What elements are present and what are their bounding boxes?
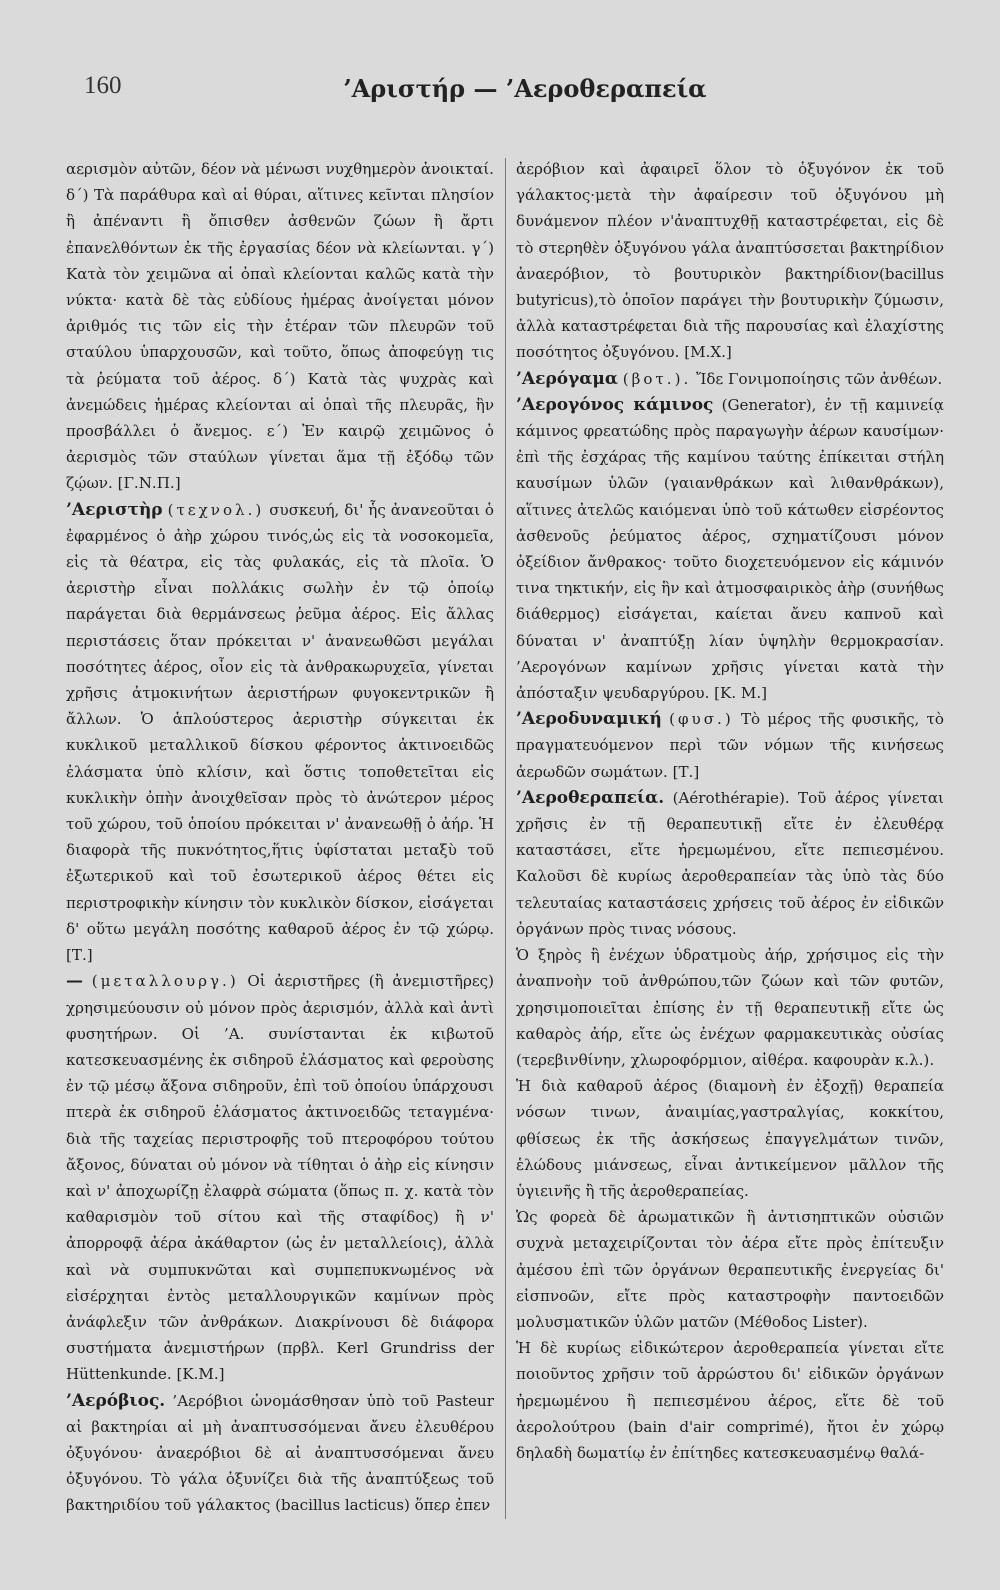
entry-text: (Generator), ἐν τῇ καμινείᾳ κάμινος φρεατώδης πρὸς παραγωγὴν ἀέρων καυσίμων· ἐπὶ τῆς ἐσχάρας τῆς καμίνου ταύτης ἐπίκειται στήλη καυσίμων ὑλῶν (γαιανθράκων καὶ λιθανθράκων), αἵτινες ἀτελῶς καιόμεναι ὑπὸ τοῦ κάτωθεν εἰσρέοντος ἀσθενοῦς ῥεύματος ἀέρος, σχηματίζουσι μόνον ὀξείδιον ἄνθρακος· τοῦτο διοχετευόμενον εἰς κάμινόν τινα τηκτικήν, εἰς ἣν καὶ ἀτμοσφαιρικὸς ἀὴρ (συνήθως διάθερμος) εἰσάγεται, καίεται ἄνευ καπνοῦ καὶ δύναται ν' ἀναπτύξῃ λίαν ὑψηλὴν θερμοκρασίαν. ’Αερογόνων καμίνων χρῆσις γίνεται κατὰ τὴν ἀπόσταξιν ψευδαργύρου. [Κ. Μ.] [516, 395, 944, 703]
entry-headword: ’Αερογόνος κάμινος [516, 394, 714, 415]
paragraph [516, 1335, 944, 1466]
page-header [66, 72, 944, 112]
dictionary-entry [66, 968, 494, 1387]
dictionary-entry [516, 785, 944, 942]
entry-field-abbr: (βοτ.). [622, 369, 692, 388]
entry-text: Τὸ μέρος τῆς φυσικῆς, τὸ πραγματευόμενον περὶ τῶν νόμων τῆς κινήσεως ἀερωδῶν σωμάτων. [Τ.] [516, 710, 944, 781]
paragraph [516, 1073, 944, 1204]
entry-text: ’Αερόβιοι ὠνομάσθησαν ὑπὸ τοῦ Pasteur αἱ βακτηρίαι αἱ μὴ ἀναπτυσσόμεναι ἄνευ ἐλευθέρου ὀξυγόνου· ἀναερόβιοι δὲ αἱ ἀναπτυσσόμεναι ἄνευ ὀξυγόνου. Τὸ γάλα ὀξυνίζει διὰ τῆς ἀναπτύξεως τοῦ βακτηριδίου τοῦ γάλακτος (bacillus lacticus) ὅπερ ἐπεν [66, 1391, 494, 1515]
entry-dash: — [66, 971, 83, 992]
entry-field-abbr: (φυσ.) [669, 710, 734, 729]
paragraph [516, 942, 944, 1073]
paragraph-text: αερισμὸν αὐτῶν, δέον νὰ μένωσι νυχθημερὸν ἀνοικταί. δ΄) Τὰ παράθυρα καὶ αἱ θύραι, αἵτινες κεῖνται πλησίον ἢ ἀπέναντι ἢ ὄπισθεν ἀσθενῶν ζώων ἢ ἄρτι ἐπανελθόντων ἐκ τῆς ἐργασίας δέον νὰ κλείωνται. γ΄) Κατὰ τὸν χειμῶνα αἱ ὀπαὶ κλείονται καλῶς κατὰ τὴν νύκτα· κατὰ δὲ τὰς εὐδίους ἡμέρας ἀνοίγεται μόνον ἀριθμός τις τῶν εἰς τὴν ἑτέραν τῶν πλευρῶν τοῦ σταύλου ὑπαρχουσῶν, καὶ τοῦτο, ὅπως ἀποφεύγῃ τις τὰ ῥεύματα τοῦ ἀέρος. δ΄) Κατὰ τὰς ψυχρὰς καὶ ἀνεμώδεις ἡμέρας κλείονται αἱ ὀπαὶ τῆς πλευρᾶς, ἣν προσβάλλει ὁ ἄνεμος. ε΄) Ἐν καιρῷ χειμῶνος ὁ ἀερισμὸς τῶν σταύλων γίνεται ἅμα τῇ ἐξόδῳ τῶν ζῴων. [Γ.Ν.Π.] [66, 160, 494, 493]
entry-text: συσκευή, δι' ἧς ἀνανεοῦται ὁ ἐφαρμένος ὁ ἀὴρ χώρου τινός,ὡς εἰς τὰ νοσοκομεῖα, εἰς τὰ θέατρα, εἰς τὰς φυλακάς, εἰς τὰ πλοῖα. Ὁ ἀεριστὴρ εἶναι πολλάκις σωλὴν ἐν τῷ ὁποίῳ παράγεται διὰ θερμάνσεως ῥεῦμα ἀέρος. Εἰς ἄλλας περιστάσεις ὅταν πρόκειται ν' ἀνανεωθῶσι μεγάλαι ποσότητες ἀέρος, οἷον εἰς τὰ ἀνθρακωρυχεῖα, γίνεται χρῆσις ἀτμοκινήτων ἀεριστήρων φυγοκεντρικῶν ἢ ἄλλων. Ὁ ἁπλούστερος ἀεριστὴρ σύγκειται ἐκ κυκλικοῦ μεταλλικοῦ δίσκου φέροντος ἀκτινοειδῶς ἐλάσματα ὑπὸ κλίσιν, καὶ ὅστις τοποθετεῖται εἰς κυκλικὴν ὀπὴν ἀνοιχθεῖσαν πρὸς τὸ ἀνώτερον μέρος τοῦ χώρου, τοῦ ὁποίου πρόκειται ν' ἀνανεωθῇ ὁ ἀήρ. Ἡ διαφορὰ τῆς πυκνότητος,ἥτις ὑφίσταται μεταξὺ τοῦ ἐξωτερικοῦ καὶ τοῦ ἐσωτερικοῦ ἀέρος θέτει εἰς περιστροφικὴν κίνησιν τὸν κυκλικὸν δίσκον, εἰσάγεται δ' οὕτω μεγάλη ποσότης καθαροῦ ἀέρος ἐν τῷ χώρῳ. [Τ.] [66, 500, 494, 965]
entry-headword: ’Αεροδυναμική [516, 709, 662, 730]
entry-text: Ἴδε Γονιμοποίησις τῶν ἀνθέων. [696, 369, 943, 388]
dictionary-entry [66, 1388, 494, 1519]
right-column [516, 156, 944, 1519]
paragraph-text: Ὡς φορεὰ δὲ ἀρωματικῶν ἢ ἀντισηπτικῶν οὐσιῶν συχνὰ μεταχειρίζονται τὸν ἀέρα εἴτε πρὸς ἐπίτευξιν ἀμέσου ἐπὶ τῶν ὀργάνων θεραπευτικῆς ἐνεργείας δι' εἰσπνοῶν, εἴτε πρὸς καταστροφὴν παντοειδῶν μολυσματικῶν ὑλῶν ματῶν (Μέθοδος Lister). [516, 1208, 944, 1331]
paragraph [66, 156, 494, 497]
entry-text: (Aérothérapie). Τοῦ ἀέρος γίνεται χρῆσις ἐν τῇ θεραπευτικῇ εἴτε ἐν ἐλευθέρᾳ καταστάσει, εἴτε ἠρεμωμένου, εἴτε πεπιεσμένου. Καλοῦσι δὲ κυρίως ἀεροθεραπείαν τὰς ὑπὸ τὰς δύο τελευταίας καταστάσεις χρήσεις τοῦ ἀέρος ἐν εἰδικῶν ὀργάνων πρὸς τινας νόσους. [516, 788, 944, 938]
paragraph [516, 156, 944, 366]
paragraph [516, 1204, 944, 1335]
entry-headword: ’Αερόβιος. [66, 1390, 166, 1411]
running-head: ’Αριστήρ — ’Αεροθεραπεία [343, 74, 707, 103]
dictionary-entry [516, 392, 944, 706]
entry-field-abbr: (μεταλλουργ.) [91, 972, 239, 991]
paragraph-text: Ἡ δὲ κυρίως εἰδικώτερον ἀεροθεραπεία γίνεται εἴτε ποιοῦντος χρῆσιν τοῦ ἀρρώστου δι' εἰδικῶν ὀργάνων ἠρεμωμένου ἢ πεπιεσμένου ἀέρος, εἴτε δὲ τοῦ ἀερολούτρου (bain d'air comprimé), ἤτοι ἐν χώρῳ δηλαδὴ δωματίῳ ἐν ἐπίτηδες κατεσκευασμένῳ θαλά- [516, 1339, 944, 1462]
paragraph-text: Ὁ ξηρὸς ἢ ἐνέχων ὑδρατμοὺς ἀήρ, χρήσιμος εἰς τὴν ἀναπνοὴν τοῦ ἀνθρώπου,τῶν ζώων καὶ τῶν φυτῶν, χρησιμοποιεῖται ἐπίσης ἐν τῇ θεραπευτικῇ εἴτε ὡς καθαρὸς ἀήρ, εἴτε ὡς ἐνέχων φαρμακευτικὰς οὐσίας (τερεβινθίνην, χλωροφόρμιον, αἰθέρα. καφουρὰν κ.λ.). [516, 946, 944, 1069]
entry-headword: ’Αεριστὴρ [66, 499, 163, 520]
page-number: 160 [84, 72, 122, 99]
entry-headword: ’Αεροθεραπεία. [516, 787, 665, 808]
paragraph-text: Ἡ διὰ καθαροῦ ἀέρος (διαμονὴ ἐν ἐξοχῇ) θεραπεία νόσων τινων, ἀναιμίας,γαστραλγίας, κοκκίτου, φθίσεως ἐκ τῆς ἀσκήσεως ἐπαγγελμάτων τινῶν, ἑλώδους μιάνσεως, εἶναι ἀντικείμενον μᾶλλον τῆς ὑγιεινῆς ἢ τῆς ἀεροθεραπείας. [516, 1077, 944, 1200]
dictionary-entry [516, 706, 944, 785]
dictionary-entry [516, 366, 944, 392]
entry-headword: ’Αερόγαμα [516, 368, 618, 389]
two-column-body [66, 156, 944, 1519]
left-column [66, 156, 494, 1519]
entry-field-abbr: (τεχνολ.) [167, 500, 265, 519]
paragraph-text: ἀερόβιον καὶ ἀφαιρεῖ ὅλον τὸ ὀξυγόνον ἐκ τοῦ γάλακτος·μετὰ τὴν ἀφαίρεσιν τοῦ ὀξυγόνου μὴ δυνάμενον πλέον ν'ἀναπτυχθῇ καταστρέφεται, εἰς δὲ τὸ στερηθὲν ὀξυγόνου γάλα ἀναπτύσσεται βακτηρίδιον ἀναερόβιον, τὸ βουτυρικὸν βακτηρίδιον(bacillus butyricus),τὸ ὁποῖον παράγει τὴν βουτυρικὴν ζύμωσιν, ἀλλὰ καταστρέφεται διὰ τῆς παρουσίας καὶ ἐλαχίστης ποσότητος ὀξυγόνου. [Μ.Χ.] [516, 160, 944, 362]
entry-text: Οἱ ἀεριστῆρες (ἢ ἀνεμιστῆρες) χρησιμεύουσιν οὐ μόνον πρὸς ἀερισμόν, ἀλλὰ καὶ ἀντὶ φυσητήρων. Οἱ ’Α. συνίστανται ἐκ κιβωτοῦ κατεσκευασμένης ἐκ σιδηροῦ ἐλάσματος καὶ φεροὺσης ἐν τῷ μέσῳ ἄξονα σιδηροῦν, ἐπὶ τοῦ ὁποίου ὑπάρχουσι πτερὰ ἐκ σιδηροῦ ἐλάσματος ἀκτινοειδῶς τεταγμένα· διὰ τῆς ταχείας περιστροφῆς τοῦ πτεροφόρου τούτου ἄξονος, δύναται οὐ μόνον νὰ τίθηται ὁ ἀὴρ εἰς κίνησιν καὶ ν' ἀποχωρίζῃ ἐλαφρὰ σώματα (ὅπως π. χ. κατὰ τὸν καθαρισμὸν τοῦ σίτου καὶ τῆς σταφίδος) ἢ ν' ἀπορροφᾷ ἀέρα ἀκάθαρτον (ὡς ἐν μεταλλείοις), ἀλλὰ καὶ νὰ συμπυκνῶται καὶ συμπεπυκνωμένος νὰ εἰσέρχηται ἐντὸς μεταλλουργικῶν καμίνων πρὸς ἀνάφλεξιν τῶν ἀνθράκων. Διακρίνουσι δὲ διάφορα συστήματα ἀνεμιστήρων (πρβλ. Kerl Grundriss der Hüttenkunde. [Κ.Μ.] [66, 972, 494, 1384]
dictionary-entry [66, 497, 494, 969]
column-divider [505, 158, 506, 1519]
